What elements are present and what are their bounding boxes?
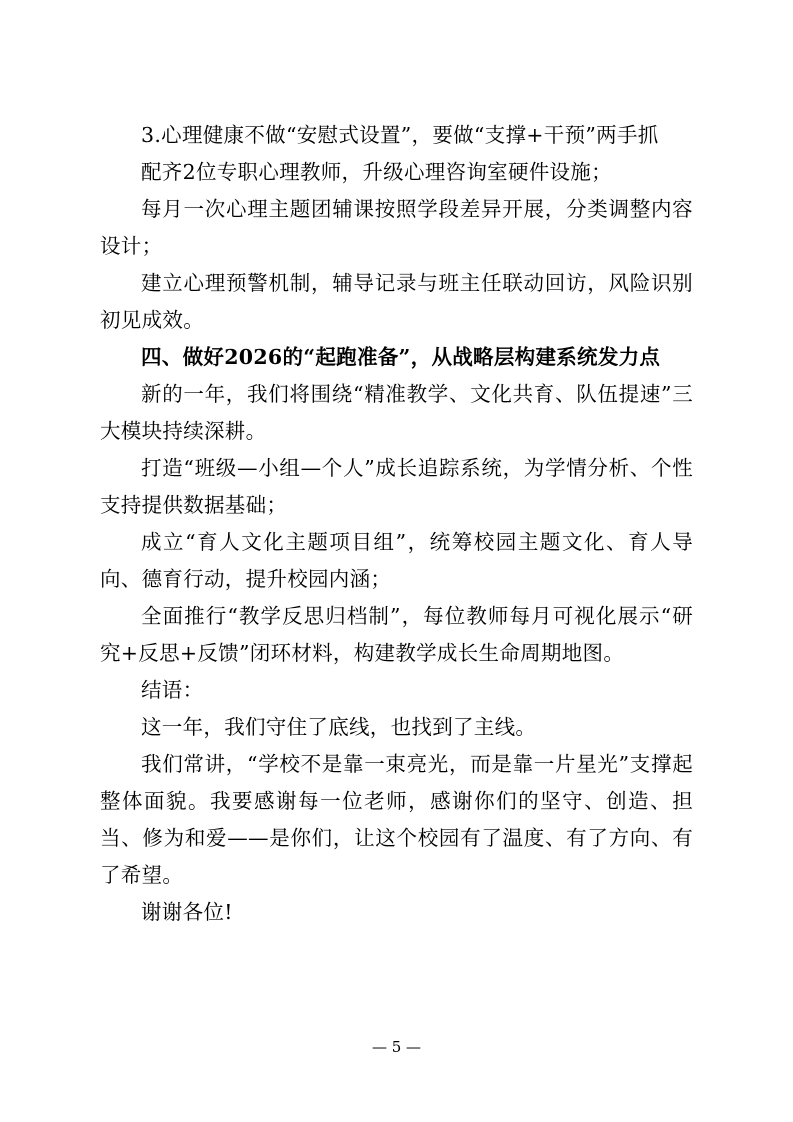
paragraph-reflection-archive: 全面推行“教学反思归档制”，每位教师每月可视化展示“研究+反思+反馈”闭环材料，构建教学成长生命周期地图。 (100, 604, 693, 665)
paragraph-bottom-line: 这一年，我们守住了底线，也找到了主线。 (141, 715, 537, 739)
paragraph-culture-project: 成立“育人文化主题项目组”，统筹校园主题文化、育人导向、德育行动，提升校园内涵； (100, 530, 693, 591)
page-number: — 5 — (371, 1038, 422, 1056)
paragraph-thanks-teachers: 我们常讲，“学校不是靠一束亮光，而是靠一片星光”支撑起整体面貌。我要感谢每一位老师，感谢你们的坚守、创造、担当、修为和爱——是你们，让这个校园有了温度、有了方向、有了希望。 (100, 752, 693, 887)
section-heading-2026: 四、做好2026的“起跑准备”，从战略层构建系统发力点 (141, 345, 661, 369)
paragraph-tracking-system: 打造“班级—小组—个人”成长追踪系统，为学情分析、个性支持提供数据基础； (100, 456, 693, 517)
document-body (100, 117, 693, 931)
paragraph-warning-mechanism: 建立心理预警机制，辅导记录与班主任联动回访，风险识别初见成效。 (100, 271, 693, 332)
paragraph-psych-teachers: 配齐2位专职心理教师，升级心理咨询室硬件设施； (141, 160, 612, 184)
paragraph-group-counseling: 每月一次心理主题团辅课按照学段差异开展，分类调整内容设计； (100, 197, 693, 258)
paragraph-conclusion-label: 结语： (141, 678, 204, 702)
paragraph-mental-health-title: 3.心理健康不做“安慰式设置”，要做“支撑+干预”两手抓 (141, 123, 659, 147)
paragraph-closing-thanks: 谢谢各位! (141, 900, 233, 924)
paragraph-new-year: 新的一年，我们将围绕“精准教学、文化共育、队伍提速”三大模块持续深耕。 (100, 382, 693, 443)
